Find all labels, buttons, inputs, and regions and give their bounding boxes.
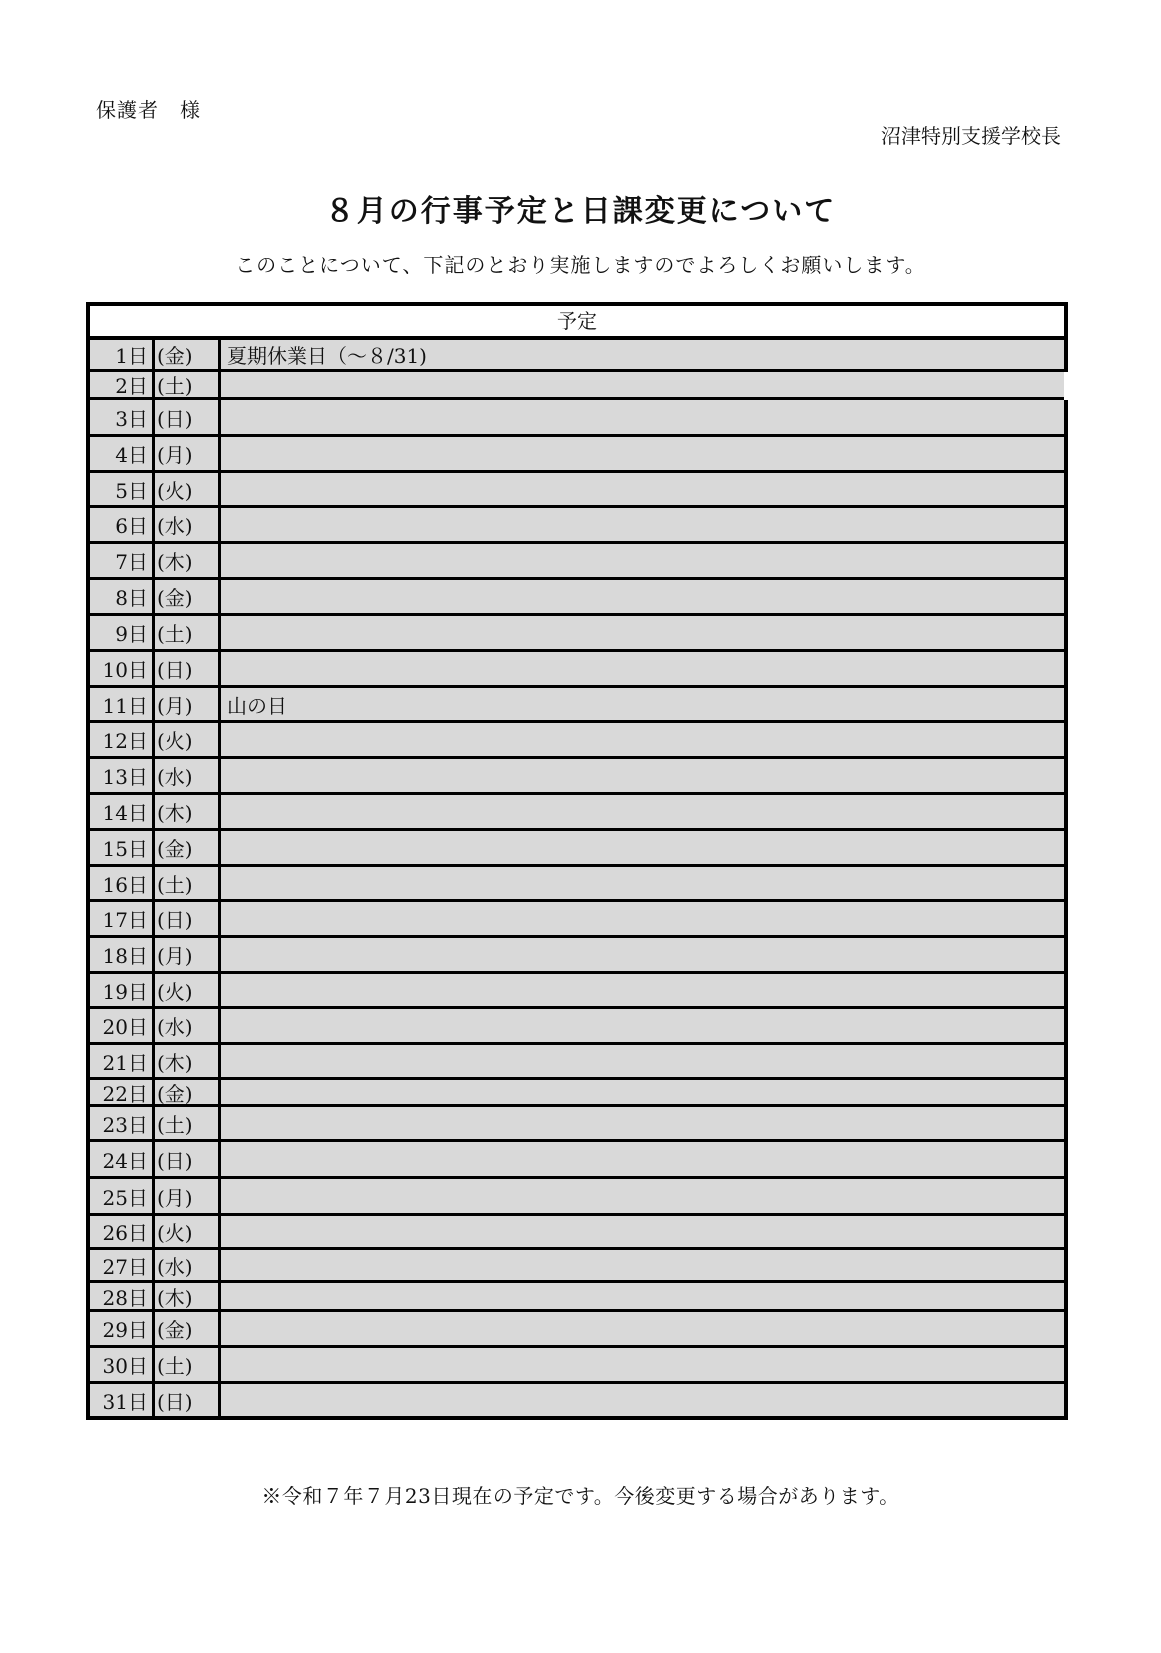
- event-cell: [221, 1045, 1064, 1077]
- table-row: [86, 400, 1068, 437]
- sender: 沼津特別支援学校長: [881, 124, 1061, 148]
- date-cell: 22日: [90, 1080, 155, 1104]
- date-cell: 11日: [90, 688, 155, 720]
- event-cell: [221, 902, 1064, 935]
- schedule-table: [86, 302, 1068, 1420]
- table-row: [86, 902, 1068, 938]
- event-cell: [221, 1312, 1064, 1345]
- weekday-cell: (木): [155, 795, 221, 828]
- event-cell: [221, 974, 1064, 1006]
- weekday-cell: (月): [155, 1179, 221, 1213]
- weekday-cell: (日): [155, 1384, 221, 1416]
- weekday-cell: (水): [155, 508, 221, 541]
- weekday-cell: (日): [155, 652, 221, 685]
- table-row: [86, 831, 1068, 867]
- event-cell: [221, 1250, 1064, 1280]
- table-row: [86, 580, 1068, 616]
- weekday-cell: (日): [155, 902, 221, 935]
- weekday-cell: (水): [155, 759, 221, 792]
- weekday-cell: (月): [155, 938, 221, 971]
- event-cell: [221, 616, 1064, 649]
- event-cell: [221, 544, 1064, 577]
- weekday-cell: (土): [155, 1348, 221, 1381]
- table-row: [86, 1216, 1068, 1250]
- intro-text: このことについて、下記のとおり実施しますのでよろしくお願いします。: [235, 253, 926, 277]
- weekday-cell: (土): [155, 867, 221, 899]
- table-row: [86, 1348, 1068, 1384]
- date-cell: 31日: [90, 1384, 155, 1416]
- date-cell: 17日: [90, 902, 155, 935]
- weekday-cell: (火): [155, 723, 221, 756]
- table-row: [86, 723, 1068, 759]
- date-cell: 9日: [90, 616, 155, 649]
- table-row: [86, 1045, 1068, 1080]
- weekday-cell: (火): [155, 473, 221, 505]
- table-row: [86, 340, 1068, 372]
- table-row: [86, 867, 1068, 902]
- table-row: [86, 1384, 1068, 1420]
- date-cell: 19日: [90, 974, 155, 1006]
- table-row: [86, 1250, 1068, 1283]
- date-cell: 15日: [90, 831, 155, 864]
- weekday-cell: (日): [155, 400, 221, 434]
- date-cell: 23日: [90, 1107, 155, 1139]
- date-cell: 24日: [90, 1142, 155, 1176]
- table-row: [86, 437, 1068, 473]
- date-cell: 4日: [90, 437, 155, 470]
- page-title: ８月の行事予定と日課変更について: [324, 194, 837, 229]
- weekday-cell: (火): [155, 1216, 221, 1247]
- event-cell: 夏期休業日（～８/31): [227, 344, 427, 368]
- table-row: [86, 544, 1068, 580]
- date-cell: 26日: [90, 1216, 155, 1247]
- date-cell: 5日: [90, 473, 155, 505]
- table-row: [86, 616, 1068, 652]
- date-cell: 1日: [90, 340, 155, 369]
- date-cell: 29日: [90, 1312, 155, 1345]
- event-cell: [221, 1384, 1064, 1416]
- event-cell: [221, 1080, 1064, 1104]
- event-cell: [221, 437, 1064, 470]
- table-row: [86, 652, 1068, 688]
- weekday-cell: (火): [155, 974, 221, 1006]
- event-cell: [221, 1283, 1064, 1309]
- event-cell: [221, 759, 1064, 792]
- date-cell: 30日: [90, 1348, 155, 1381]
- date-cell: 8日: [90, 580, 155, 613]
- weekday-cell: (土): [155, 616, 221, 649]
- event-cell: [221, 473, 1064, 505]
- weekday-cell: (水): [155, 1250, 221, 1280]
- date-cell: 13日: [90, 759, 155, 792]
- event-cell: [221, 1009, 1064, 1042]
- weekday-cell: (土): [155, 372, 221, 397]
- table-row: [86, 473, 1068, 508]
- event-cell: [221, 400, 1064, 434]
- date-cell: 14日: [90, 795, 155, 828]
- date-cell: 25日: [90, 1179, 155, 1213]
- weekday-cell: (日): [155, 1142, 221, 1176]
- event-cell: [221, 795, 1064, 828]
- footer-note: ※令和７年７月23日現在の予定です。今後変更する場合があります。: [261, 1484, 900, 1508]
- weekday-cell: (木): [155, 544, 221, 577]
- date-cell: 18日: [90, 938, 155, 971]
- event-cell: [221, 1348, 1064, 1381]
- event-cell: [221, 652, 1064, 685]
- date-cell: 21日: [90, 1045, 155, 1077]
- weekday-cell: (金): [155, 580, 221, 613]
- table-row: [86, 1142, 1068, 1179]
- weekday-cell: (月): [155, 437, 221, 470]
- table-row: [86, 1107, 1068, 1142]
- weekday-cell: (金): [155, 831, 221, 864]
- weekday-cell: (金): [155, 340, 221, 369]
- event-cell: [221, 867, 1064, 899]
- date-cell: 28日: [90, 1283, 155, 1309]
- table-row: [86, 372, 1064, 400]
- weekday-cell: (水): [155, 1009, 221, 1042]
- date-cell: 6日: [90, 508, 155, 541]
- weekday-cell: (月): [155, 688, 221, 720]
- event-cell: [221, 1142, 1064, 1176]
- date-cell: 10日: [90, 652, 155, 685]
- event-cell: [221, 1216, 1064, 1247]
- event-cell: [221, 1179, 1064, 1213]
- table-row: [86, 974, 1068, 1009]
- weekday-cell: (土): [155, 1107, 221, 1139]
- table-row: [86, 1179, 1068, 1216]
- schedule-rows: [86, 340, 1068, 1420]
- date-cell: 3日: [90, 400, 155, 434]
- table-row: [86, 688, 1068, 723]
- event-cell: [221, 372, 1064, 397]
- table-row: [86, 938, 1068, 974]
- date-cell: 27日: [90, 1250, 155, 1280]
- table-row: [86, 759, 1068, 795]
- date-cell: 12日: [90, 723, 155, 756]
- event-cell: [221, 580, 1064, 613]
- table-row: [86, 1312, 1068, 1348]
- weekday-cell: (金): [155, 1312, 221, 1345]
- weekday-cell: (木): [155, 1045, 221, 1077]
- event-cell: [221, 723, 1064, 756]
- date-cell: 2日: [90, 372, 155, 397]
- schedule-header: 予定: [86, 302, 1068, 340]
- date-cell: 20日: [90, 1009, 155, 1042]
- weekday-cell: (木): [155, 1283, 221, 1309]
- date-cell: 16日: [90, 867, 155, 899]
- table-row: [86, 1009, 1068, 1045]
- table-row: [86, 508, 1068, 544]
- event-cell: [221, 938, 1064, 971]
- event-cell: [221, 1107, 1064, 1139]
- addressee: 保護者 様: [96, 98, 201, 122]
- event-cell: 山の日: [227, 693, 287, 718]
- table-row: [86, 795, 1068, 831]
- date-cell: 7日: [90, 544, 155, 577]
- event-cell: [221, 831, 1064, 864]
- event-cell: [221, 508, 1064, 541]
- table-row: [86, 1080, 1068, 1107]
- table-row: [86, 1283, 1068, 1312]
- weekday-cell: (金): [155, 1080, 221, 1104]
